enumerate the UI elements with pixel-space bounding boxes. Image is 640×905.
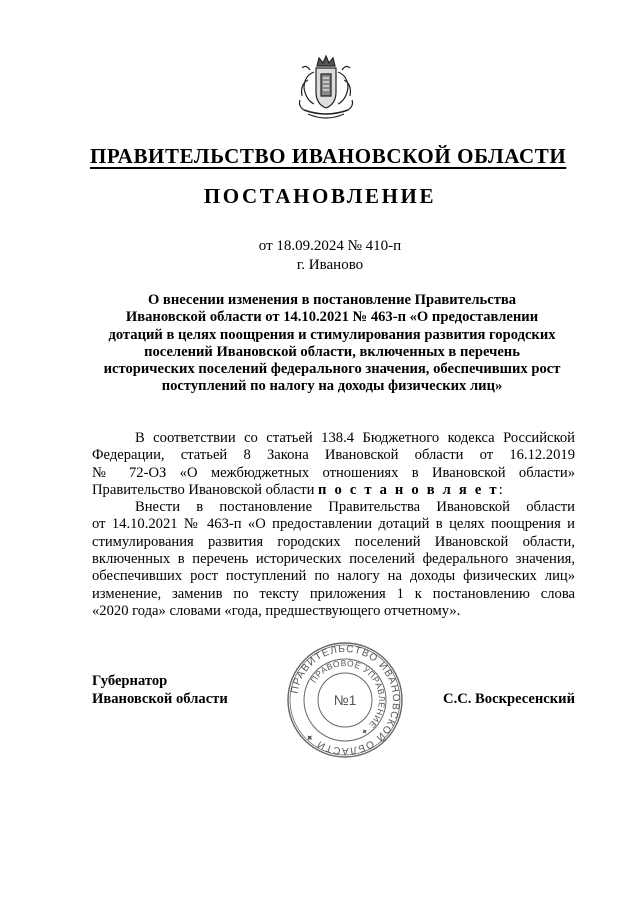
signatory-position-line: Ивановской области [92, 691, 228, 707]
subject-line: дотаций в целях поощрения и стимулирования развития городских [108, 326, 556, 343]
subject-line: исторических поселений федерального значения, обеспечивших рост [103, 361, 561, 378]
svg-text:№1: №1 [333, 692, 357, 708]
document-type: ПОСТАНОВЛЕНИЕ [203, 184, 437, 208]
body-line: № 72-ОЗ «О межбюджетных отношениях в Ивановской области» [92, 464, 575, 481]
document-date-number: от 18.09.2024 № 410-п [258, 238, 402, 254]
body-line: Внести в постановление Правительства Ивановской области [135, 499, 575, 516]
coat-of-arms-icon [290, 52, 362, 124]
body-line: обеспечивших рост поступлений по налогу на доходы физических лиц» [92, 568, 575, 585]
body-line-resolution [92, 482, 575, 499]
subject-line: Ивановской области от 14.10.2021 № 463-п «О предоставлении [125, 309, 539, 326]
body-line: «2020 года» словами «года, предшествующего отчетному». [92, 602, 461, 619]
signatory-position [92, 672, 228, 708]
official-stamp-icon [285, 640, 405, 760]
document-body [92, 430, 575, 620]
svg-text:ПРАВИТЕЛЬСТВО ИВАНОВСКОЙ ОБЛАС: ПРАВИТЕЛЬСТВО ИВАНОВСКОЙ ОБЛАСТИ ✦ [289, 643, 402, 757]
body-line-text: Правительство Ивановской области [92, 481, 315, 498]
signatory-position-line: Губернатор [92, 673, 168, 689]
signatory-name: С.С. Воскресенский [443, 691, 575, 707]
subject-line: поступлений по налогу на доходы физических лиц» [161, 378, 503, 395]
body-line: В соответствии со статьей 138.4 Бюджетного кодекса Российской [135, 430, 575, 446]
body-line: включенных в перечень исторических поселений федерального значения, [92, 551, 575, 568]
body-line: от 14.10.2021 № 463-п «О предоставлении дотаций в целях поощрения и [92, 516, 575, 533]
body-line: изменение, заменив по тексту приложения 1 к постановлению слова [92, 585, 575, 602]
subject-line: поселений Ивановской области, включенных в перечень [144, 343, 520, 360]
svg-text:ПРАВОВОЕ УПРАВЛЕНИЕ ✦: ПРАВОВОЕ УПРАВЛЕНИЕ ✦ [308, 657, 388, 738]
body-line: Федерации, статьей 8 Закона Ивановской области от 16.12.2019 [92, 447, 575, 464]
government-title: ПРАВИТЕЛЬСТВО ИВАНОВСКОЙ ОБЛАСТИ [90, 144, 567, 168]
document-city: г. Иваново [296, 257, 364, 273]
body-line: стимулирования развития городских поселений Ивановской области, [92, 533, 575, 550]
document-subject [92, 292, 572, 396]
subject-line: О внесении изменения в постановление Правительства [147, 292, 517, 308]
resolves-colon: : [498, 481, 503, 498]
resolves-word: п о с т а н о в л я е т [318, 481, 499, 498]
